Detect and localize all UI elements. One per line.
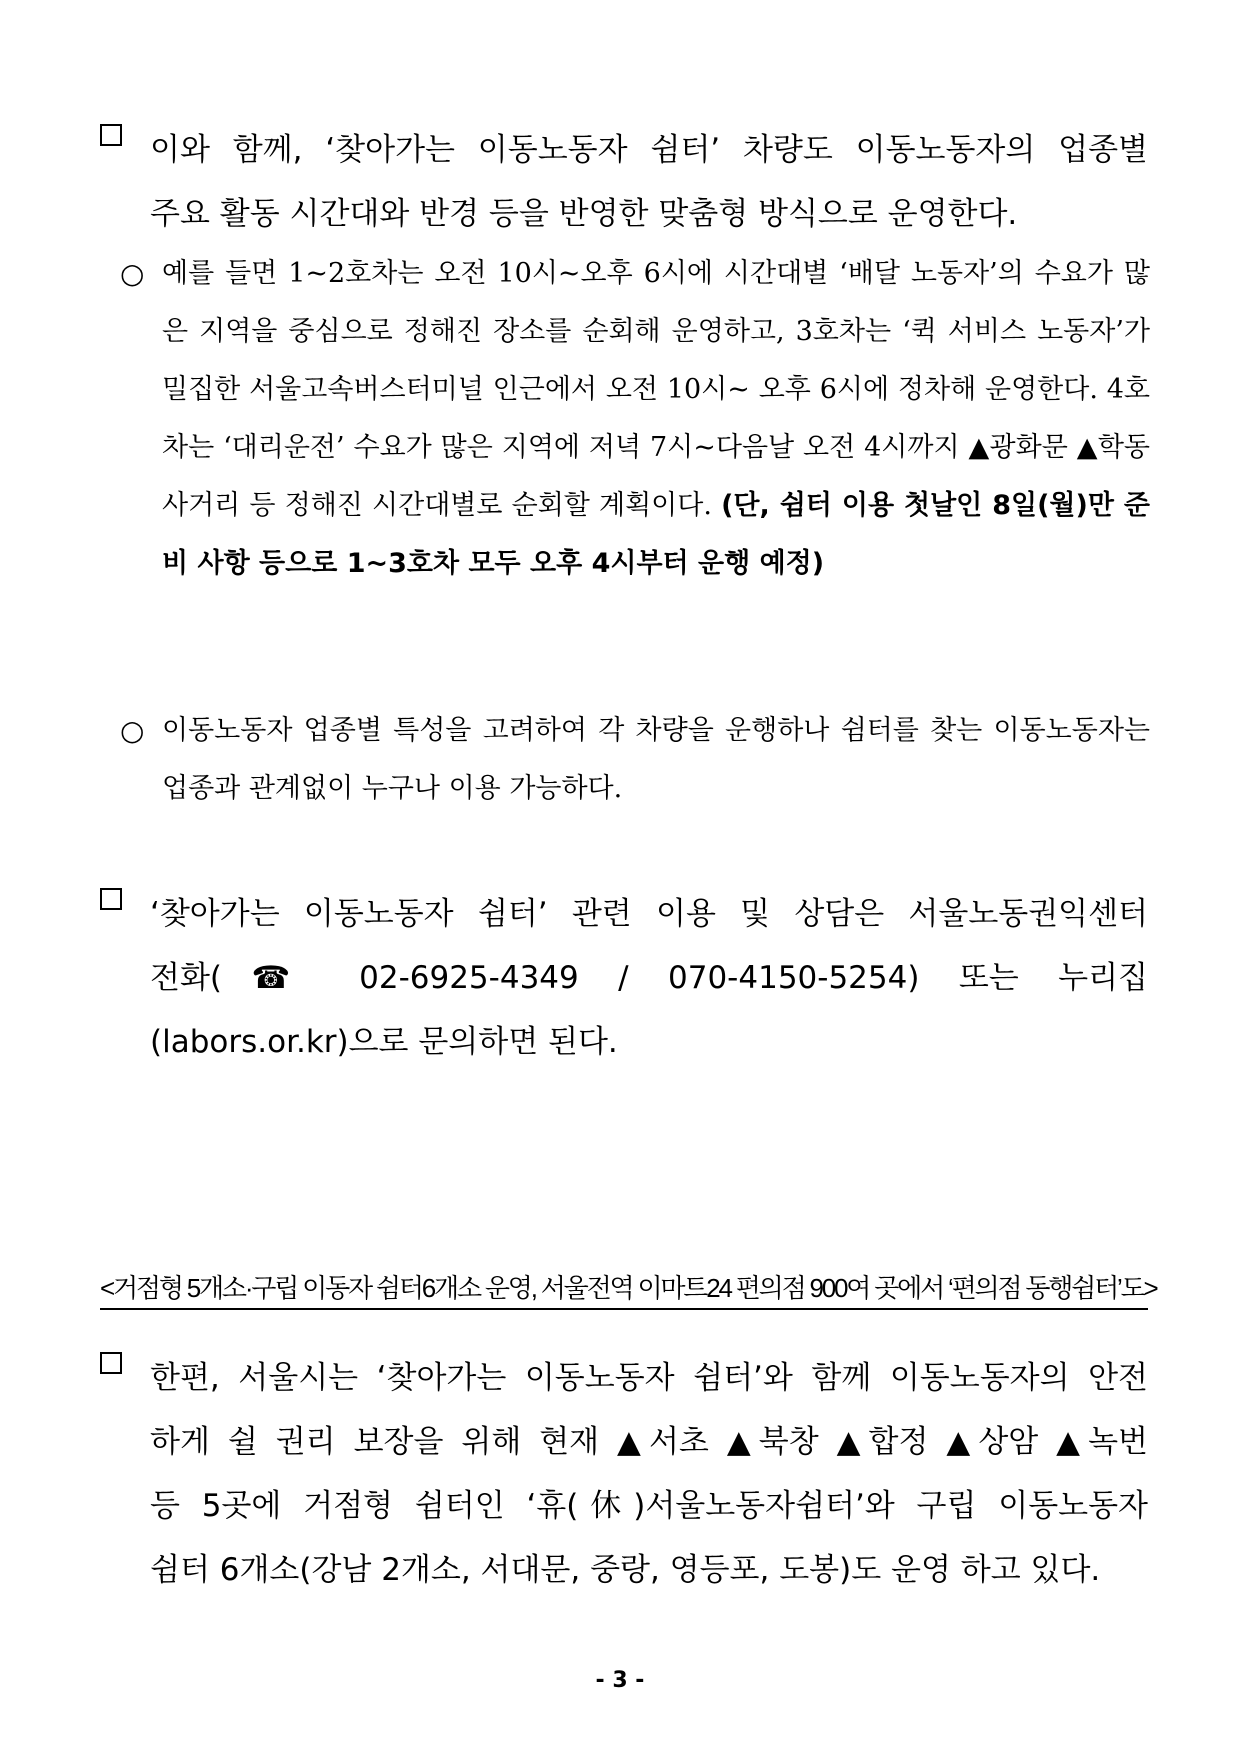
paragraph-line: (labors.or.kr)으로 문의하면 된다. — [150, 1024, 618, 1060]
schedule-note-bold: (단, 쉼터 이용 첫날인 8일(월)만 준비 사항 등으로 1~3호차 모두 오후 4시부터 운행 예정) — [162, 490, 1150, 579]
paragraph-vehicle-operation — [100, 118, 1148, 246]
paragraph-contact-info — [100, 882, 1148, 1074]
square-bullet — [100, 1352, 122, 1374]
paragraph-shelter-status — [100, 1346, 1148, 1602]
paragraph-line: 한편, 서울시는 ‘찾아가는 이동노동자 쉼터’와 함께 이동노동자의 안전 — [150, 1360, 1148, 1396]
schedule-text: 예를 들면 1~2호차는 오전 10시~오후 6시에 시간대별 ‘배달 노동자’의 수요가 많은 지역을 중심으로 정해진 장소를 순회해 운영하고, 3호차는 ‘퀵 서비스 노동자’가 밀집한 서울고속버스터미널 인근에서 오전 10시~ 오후 6시에 정차해 운영한다. 4호차는 ‘대리운전’ 수요가 많은 지역에 저녁 7시~다음날 오전 4시까지 ▲광화문 ▲학동 사거리 등 정해진 시간대별로 순회할 계획이다. — [162, 258, 1150, 521]
sub-paragraph-usage-open — [120, 702, 1150, 818]
sub-paragraph-text: 이동노동자 업종별 특성을 고려하여 각 차량을 운행하나 쉼터를 찾는 이동노동자는 업종과 관계없이 누구나 이용 가능하다. — [162, 715, 1150, 804]
paragraph-line: 주요 활동 시간대와 반경 등을 반영한 맞춤형 방식으로 운영한다. — [150, 196, 1018, 232]
sub-paragraph-text — [162, 245, 1150, 593]
square-bullet — [100, 888, 122, 910]
square-bullet — [100, 124, 122, 146]
circle-bullet: ○ — [120, 257, 145, 290]
paragraph-line: 이와 함께, ‘찾아가는 이동노동자 쉼터’ 차량도 이동노동자의 업종별 — [150, 132, 1148, 168]
paragraph-line: 전화(☎ 02-6925-4349 / 070-4150-5254) 또는 누리집 — [150, 960, 1148, 996]
page-number: - 3 - — [595, 1668, 645, 1693]
section-subheading: <거점형 5개소·구립 이동자 쉼터6개소 운영, 서울전역 이마트24 편의점 900여 곳에서 ‘편의점 동행쉼터’도> — [100, 1268, 1148, 1310]
paragraph-line: 쉼터 6개소(강남 2개소, 서대문, 중랑, 영등포, 도봉)도 운영 하고 있다. — [150, 1552, 1101, 1588]
circle-bullet: ○ — [120, 714, 145, 747]
sub-paragraph-schedule-example — [120, 245, 1150, 593]
paragraph-line: ‘찾아가는 이동노동자 쉼터’ 관련 이용 및 상담은 서울노동권익센터 — [150, 896, 1148, 932]
paragraph-line: 하게 쉴 권리 보장을 위해 현재 ▲서초 ▲북창 ▲합정 ▲상암 ▲녹번 — [150, 1424, 1148, 1460]
paragraph-line: 등 5곳에 거점형 쉼터인 ‘휴(休)서울노동자쉼터’와 구립 이동노동자 — [150, 1488, 1148, 1524]
